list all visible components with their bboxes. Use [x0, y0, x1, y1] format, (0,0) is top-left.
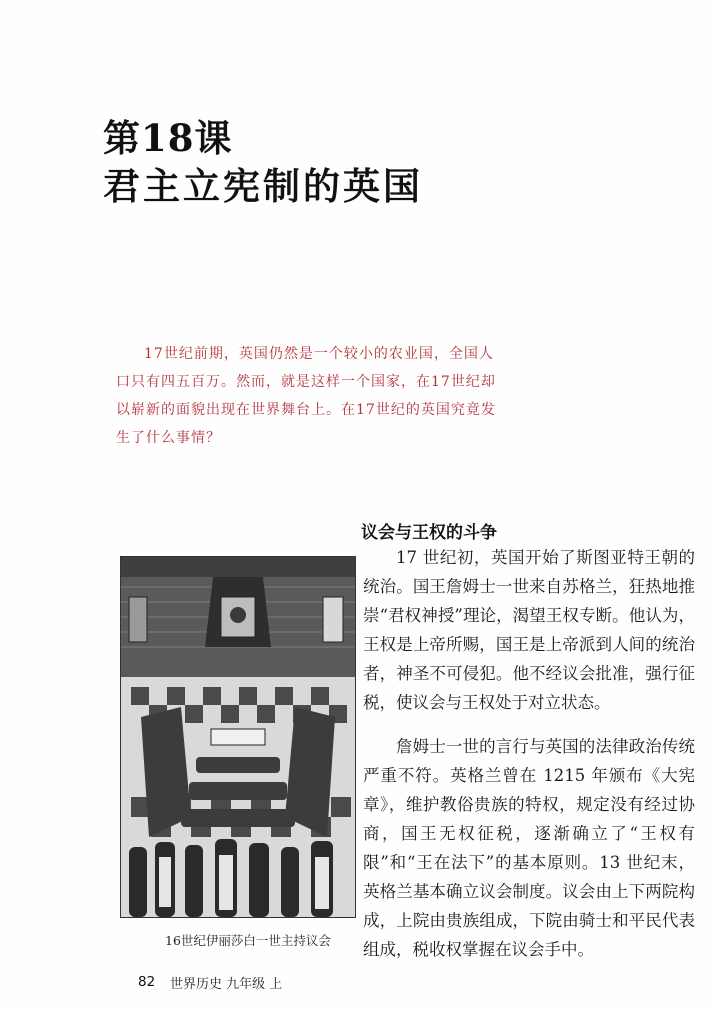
page-number: 82	[138, 974, 156, 990]
book-title: 世界历史 九年级 上	[170, 977, 283, 992]
body-paragraph-2: 詹姆士一世的言行与英国的法律政治传统严重不符。英格兰曾在 1215 年颁布《大宪章》，维护教俗贵族的特权，规定没有经过协商，国王无权征税，逐渐确立了“王权有限”和“王在法下”的基本原则。13 世纪末，英格兰基本确立议会制度。议会由上下两院构成，上院由贵族组成，下院由骑士和平民代表组成，税收权掌握在议会手中。	[363, 737, 695, 959]
intro-paragraph: 17世纪前期，英国仍然是一个较小的农业国，全国人口只有四五百万。然而，就是这样一个国家，在17世纪却以崭新的面貌出现在世界舞台上。在17世纪的英国究竟发生了什么事情？	[116, 346, 496, 446]
section-heading: 议会与王权的斗争	[361, 523, 497, 543]
figure-caption: 16世纪伊丽莎白一世主持议会	[165, 933, 331, 948]
parliament-engraving-illustration	[121, 557, 355, 917]
parliament-engraving	[120, 556, 356, 918]
body-paragraph-1: 17 世纪初，英国开始了斯图亚特王朝的统治。国王詹姆士一世来自苏格兰，狂热地推崇“君权神授”理论，渴望王权专断。他认为，王权是上帝所赐，国王是上帝派到人间的统治者，神圣不可侵犯。他不经议会批准，强行征税，使议会与王权处于对立状态。	[363, 548, 695, 712]
lesson-title: 君主立宪制的英国	[103, 164, 423, 208]
lesson-number: 第18课	[103, 116, 233, 160]
